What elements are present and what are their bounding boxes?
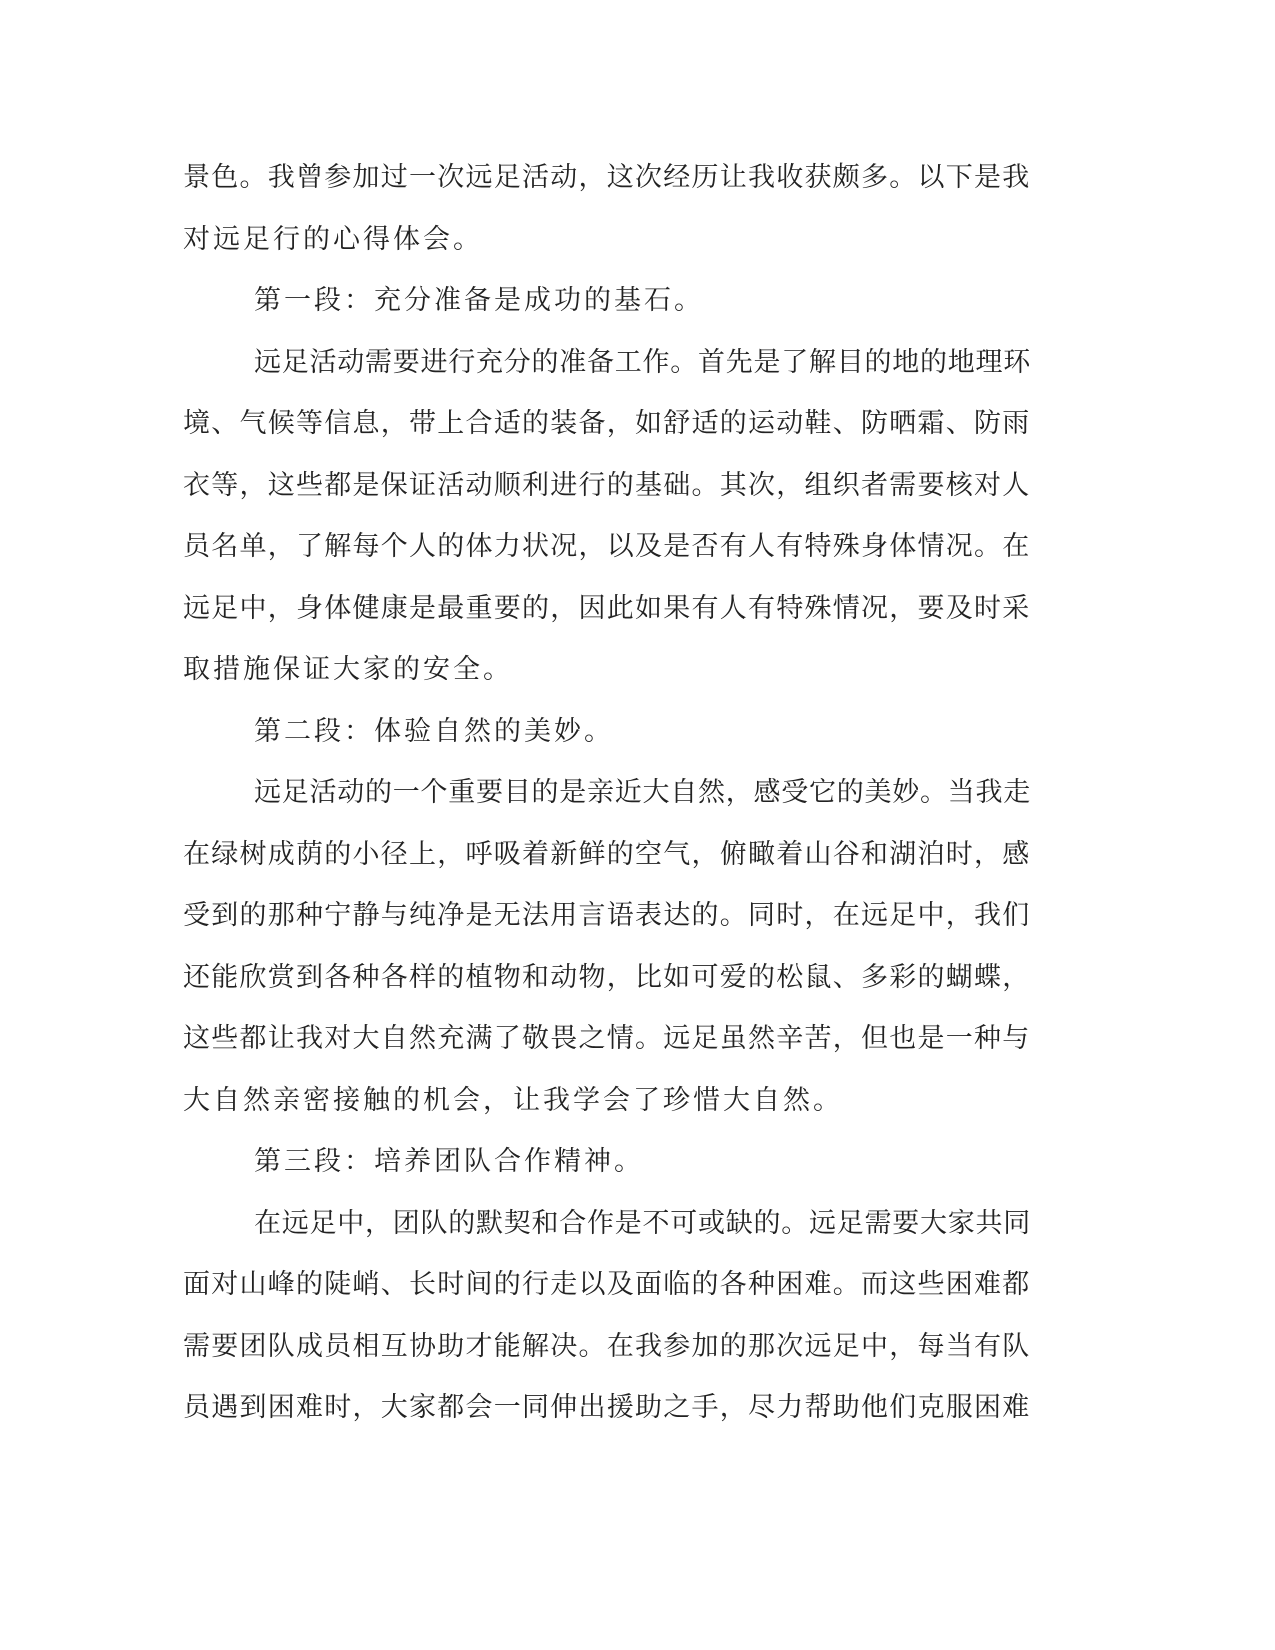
text-line: 远足活动需要进行充分的准备工作。首先是了解目的地的地理环: [254, 346, 1031, 378]
text-line: 员名单，了解每个人的体力状况，以及是否有人有特殊身体情况。在: [183, 531, 1031, 562]
section-heading: 第三段：培养团队合作精神。: [254, 1146, 644, 1177]
text-line: 景色。我曾参加过一次远足活动，这次经历让我收获颇多。以下是我: [183, 162, 1031, 193]
text-line: 面对山峰的陡峭、长时间的行走以及面临的各种困难。而这些困难都: [183, 1269, 1031, 1300]
text-line: 需要团队成员相互协助才能解决。在我参加的那次远足中，每当有队: [183, 1330, 1031, 1362]
text-line: 在绿树成荫的小径上，呼吸着新鲜的空气，俯瞰着山谷和湖泊时，感: [183, 838, 1031, 870]
text-line: 在远足中，团队的默契和合作是不可或缺的。远足需要大家共同: [254, 1207, 1031, 1239]
text-line: 衣等，这些都是保证活动顺利进行的基础。其次，组织者需要核对人: [183, 469, 1031, 501]
text-line: 对远足行的心得体会。: [183, 223, 483, 255]
text-line: 受到的那种宁静与纯净是无法用言语表达的。同时，在远足中，我们: [183, 900, 1031, 931]
text-line: 员遇到困难时，大家都会一同伸出援助之手，尽力帮助他们克服困难: [183, 1392, 1031, 1423]
text-line: 境、气候等信息，带上合适的装备，如舒适的运动鞋、防晒霜、防雨: [183, 408, 1031, 439]
section-heading: 第一段：充分准备是成功的基石。: [254, 285, 704, 316]
text-line: 还能欣赏到各种各样的植物和动物，比如可爱的松鼠、多彩的蝴蝶，: [183, 961, 1031, 993]
text-line: 远足活动的一个重要目的是亲近大自然，感受它的美妙。当我走: [254, 777, 1031, 808]
text-line: 大自然亲密接触的机会，让我学会了珍惜大自然。: [183, 1084, 843, 1116]
text-line: 这些都让我对大自然充满了敬畏之情。远足虽然辛苦，但也是一种与: [183, 1023, 1031, 1054]
body-text: [183, 158, 1033, 1450]
section-heading: 第二段：体验自然的美妙。: [254, 715, 614, 747]
text-line: 取措施保证大家的安全。: [183, 654, 513, 685]
text-line: 远足中，身体健康是最重要的，因此如果有人有特殊情况，要及时采: [183, 592, 1031, 624]
